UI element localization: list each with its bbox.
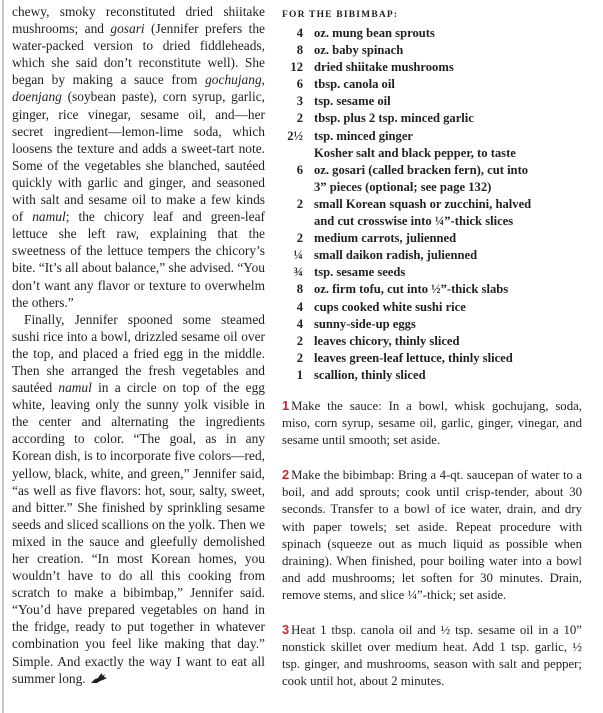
ingredient-text: tbsp. plus 2 tsp. minced garlic xyxy=(314,111,474,126)
ingredient-quantity: 2 xyxy=(296,196,303,211)
ingredient-quantity: 6 xyxy=(296,162,303,177)
ingredient-text: oz. gosari (called bracken fern), cut into xyxy=(314,162,529,177)
ingredient-row xyxy=(282,213,582,230)
article-paragraph xyxy=(12,311,265,687)
ingredient-text: leaves green-leaf lettuce, thinly sliced xyxy=(314,350,513,365)
ingredient-row xyxy=(282,25,582,42)
ingredient-row xyxy=(282,350,582,367)
rabbit-end-mark-icon xyxy=(90,672,108,684)
ingredient-row xyxy=(282,230,582,247)
ingredient-row xyxy=(282,247,582,264)
ingredient-row xyxy=(282,264,582,281)
ingredient-row xyxy=(282,93,582,110)
ingredient-quantity: ¾ xyxy=(293,265,303,280)
ingredient-quantity: 2 xyxy=(296,350,303,365)
ingredient-text: tbsp. canola oil xyxy=(314,77,395,92)
ingredient-text: tsp. sesame oil xyxy=(314,94,391,109)
ingredient-text: small daikon radish, julienned xyxy=(314,248,478,263)
ingredient-quantity: 6 xyxy=(296,77,303,92)
ingredient-quantity: 2 xyxy=(296,231,303,246)
column-rule xyxy=(2,0,4,713)
step-number: 2 xyxy=(282,467,290,483)
ingredient-text: medium carrots, julienned xyxy=(314,231,457,246)
ingredient-quantity: 12 xyxy=(290,60,303,75)
recipe-step xyxy=(282,621,582,690)
recipe-step xyxy=(282,466,582,604)
ingredient-text: tsp. minced ginger xyxy=(314,128,413,143)
ingredient-row xyxy=(282,59,582,76)
ingredient-text: and cut crosswise into ¼”-thick slices xyxy=(314,214,514,229)
ingredient-row xyxy=(282,145,582,162)
ingredient-quantity xyxy=(282,213,303,230)
recipe-step xyxy=(282,397,582,449)
italic-term: doenjang xyxy=(12,89,62,105)
ingredient-quantity: 2½ xyxy=(287,128,303,143)
recipe-panel xyxy=(282,8,582,707)
article-body xyxy=(12,3,265,687)
text-run: (soybean paste), corn syrup, garlic, ginger, rice vinegar, sesame oil, and—her secret ingredient—lemon-lime soda, which loosens the texture and adds a sweet-tart note. Some of the vegetables she blanched, sautéed quickly with garlic and ginger, and seasoned with salt and sesame oil to make a few kinds of xyxy=(12,89,265,225)
ingredient-row xyxy=(282,299,582,316)
ingredient-quantity: 3 xyxy=(296,94,303,109)
ingredient-text: oz. firm tofu, cut into ½”-thick slabs xyxy=(314,282,509,297)
ingredient-text: scallion, thinly sliced xyxy=(314,367,426,382)
step-text: Make the bibimbap: Bring a 4-qt. saucepan of water to a boil, and add sprouts; cook until crisp-tender, about 30 seconds. Transfer to a bowl of ice water, drain, and dry with paper towels; set aside. Repeat procedure with spinach (squeeze out as much liquid as possible when draining). When finished, pour boiling water into a bowl and add mushrooms; let soften for 30 minutes. Drain, remove stems, and slice ¼”-thick; set aside. xyxy=(282,468,582,602)
text-run: ; the chicory leaf and green-leaf lettuce she left raw, explaining that the sweetness of the lettuce tempers the chicory’s bite. “It’s all about balance,” she advised. “You don’t want any flavor or texture to overwhelm the others.” xyxy=(12,209,265,310)
ingredient-row xyxy=(282,128,582,145)
ingredient-row xyxy=(282,333,582,350)
ingredient-text: oz. mung bean sprouts xyxy=(314,26,435,40)
ingredients-heading: FOR THE BIBIMBAP: xyxy=(282,10,399,20)
ingredient-text: sunny-side-up eggs xyxy=(314,316,416,331)
text-run: (Jennifer prefers the water-packed version to dried fiddleheads, which she said don’t reconstitute well). She began by making a sauce from xyxy=(12,21,265,88)
ingredient-row xyxy=(282,367,582,384)
ingredient-quantity: 8 xyxy=(296,282,303,297)
text-run: Finally, Jennifer spooned some steamed sushi rice into a bowl, drizzled sesame oil over the top, and placed a fried egg in the middle. Then she arranged the fresh vegetables and sautéed xyxy=(12,311,265,396)
ingredient-quantity: 2 xyxy=(296,111,303,126)
ingredient-quantity: ¼ xyxy=(293,248,303,263)
ingredient-row xyxy=(282,179,582,196)
text-run: , xyxy=(261,72,265,88)
ingredient-text: dried shiitake mushrooms xyxy=(314,60,454,75)
ingredient-row xyxy=(282,76,582,93)
ingredient-text: oz. baby spinach xyxy=(314,43,404,58)
article-paragraph xyxy=(12,3,265,311)
ingredient-text: leaves chicory, thinly sliced xyxy=(314,333,460,348)
ingredient-text: 3” pieces (optional; see page 132) xyxy=(314,179,492,194)
step-number: 1 xyxy=(282,397,290,413)
ingredient-text: small Korean squash or zucchini, halved xyxy=(314,196,532,211)
step-text: Make the sauce: In a bowl, whisk gochujang, soda, miso, corn syrup, sesame oil, garlic, ginger, vinegar, and sesame until smooth; set aside. xyxy=(282,398,582,448)
text-run: chewy, smoky reconstituted dried shiitake mushrooms; and xyxy=(12,4,265,37)
ingredient-row xyxy=(282,162,582,179)
ingredient-quantity xyxy=(282,145,303,162)
italic-term: namul xyxy=(32,209,66,225)
italic-term: namul xyxy=(58,380,92,396)
ingredient-row xyxy=(282,281,582,298)
ingredients-list xyxy=(282,25,582,384)
ingredient-row xyxy=(282,110,582,127)
ingredient-quantity: 1 xyxy=(296,367,303,382)
ingredient-text: tsp. sesame seeds xyxy=(314,265,406,280)
recipe-steps xyxy=(282,397,582,690)
ingredient-quantity: 4 xyxy=(296,26,303,40)
ingredient-text: Kosher salt and black pepper, to taste xyxy=(314,145,516,160)
ingredient-quantity: 4 xyxy=(296,316,303,331)
italic-term: gosari xyxy=(110,21,145,37)
ingredient-quantity xyxy=(282,179,303,196)
ingredient-row xyxy=(282,196,582,213)
ingredient-quantity: 4 xyxy=(296,299,303,314)
ingredient-row xyxy=(282,42,582,59)
ingredient-row xyxy=(282,316,582,333)
ingredient-quantity: 8 xyxy=(296,43,303,58)
step-text: Heat 1 tbsp. canola oil and ½ tsp. sesame oil in a 10” nonstick skillet over medium heat. Add 1 tsp. garlic, ½ tsp. ginger, and mushrooms, season with salt and pepper; cook until hot, about 2 minutes. xyxy=(282,623,582,689)
italic-term: gochujang xyxy=(205,72,262,88)
text-run: in a circle on top of the egg white, leaving only the sunny yolk visible in the center and alternating the ingredients according to color. “The goal, as in any Korean dish, is to incorporate five colors—red, yellow, black, white, and green,” Jennifer said, “as well as five flavors: hot, sour, salty, sweet, and bitter.” She finished by sprinkling sesame seeds and sliced scallions on the yolk. Then we mixed in the sauce and gleefully demolished her creation. “In most Korean homes, you wouldn’t have to do all this cooking from scratch to make a bibimbap,” Jennifer said. “You’d have prepared vegetables on hand in the fridge, ready to put together in whatever combination you feel like making that day.” Simple. And exactly the way I want to eat all summer long. xyxy=(12,380,266,686)
step-number: 3 xyxy=(282,622,290,637)
ingredient-quantity: 2 xyxy=(296,333,303,348)
ingredient-text: cups cooked white sushi rice xyxy=(314,299,466,314)
